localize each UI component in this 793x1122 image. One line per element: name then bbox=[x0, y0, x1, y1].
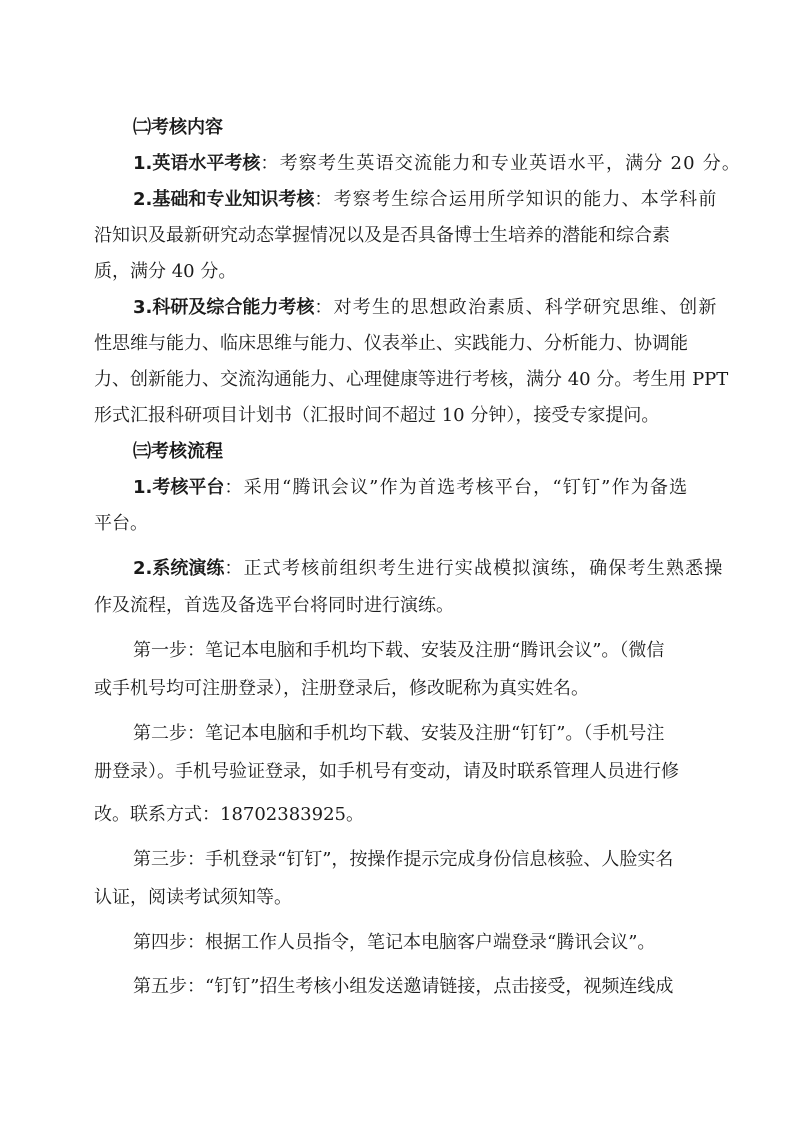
step-five: 第五步：“钉钉”招生考核小组发送邀请链接，点击接受，视频连线成 bbox=[133, 976, 674, 997]
item-title: 2.系统演练 bbox=[133, 558, 225, 579]
paragraph-research-assessment bbox=[133, 293, 718, 323]
step-four: 第四步：根据工作人员指令，笔记本电脑客户端登录“腾讯会议”。 bbox=[133, 932, 656, 953]
item-title: 2.基础和专业知识考核 bbox=[133, 189, 315, 210]
paragraph-line: 形式汇报科研项目计划书（汇报时间不超过 10 分钟），接受专家提问。 bbox=[94, 405, 660, 426]
step-one: 第一步：笔记本电脑和手机均下载、安装及注册“腾讯会议”。（微信 bbox=[133, 640, 665, 661]
paragraph-knowledge-assessment bbox=[133, 185, 718, 215]
item-title: 1.英语水平考核 bbox=[133, 153, 261, 174]
step-two: 第二步：笔记本电脑和手机均下载、安装及注册“钉钉”。（手机号注 bbox=[133, 723, 665, 744]
item-text: ：考察考生综合运用所学知识的能力、本学科前 bbox=[314, 189, 718, 210]
section-heading-assessment-process: ㈢考核流程 bbox=[133, 441, 223, 462]
paragraph-line: 力、创新能力、交流沟通能力、心理健康等进行考核，满分 40 分。考生用 PPT bbox=[94, 369, 729, 390]
paragraph-line: 平台。 bbox=[94, 513, 148, 534]
paragraph-line: 作及流程，首选及备选平台将同时进行演练。 bbox=[94, 595, 454, 616]
item-text: ：考察考生英语交流能力和专业英语水平，满分 20 分。 bbox=[260, 153, 742, 174]
item-text: ：采用“腾讯会议”作为首选考核平台，“钉钉”作为备选 bbox=[224, 477, 689, 498]
item-title: 1.考核平台 bbox=[133, 477, 225, 498]
contact-line: 改。联系方式：18702383925。 bbox=[94, 804, 364, 825]
paragraph-line: 性思维与能力、临床思维与能力、仪表举止、实践能力、分析能力、协调能 bbox=[94, 333, 688, 354]
paragraph-platform bbox=[133, 473, 688, 503]
paragraph-line: 质，满分 40 分。 bbox=[94, 261, 237, 282]
item-text: ：正式考核前组织考生进行实战模拟演练，确保考生熟悉操 bbox=[224, 558, 724, 579]
item-text: ：对考生的思想政治素质、科学研究思维、创新 bbox=[314, 297, 718, 318]
paragraph-line: 册登录）。手机号验证登录，如手机号有变动，请及时联系管理人员进行修 bbox=[94, 761, 679, 782]
paragraph-rehearsal bbox=[133, 554, 724, 584]
paragraph-line: 沿知识及最新研究动态掌握情况以及是否具备博士生培养的潜能和综合素 bbox=[94, 225, 670, 246]
section-heading-assessment-content: ㈡考核内容 bbox=[133, 117, 223, 138]
step-three: 第三步：手机登录“钉钉”，按操作提示完成身份信息核验、人脸实名 bbox=[133, 849, 674, 870]
paragraph-line: 或手机号均可注册登录），注册登录后，修改昵称为真实姓名。 bbox=[94, 678, 589, 699]
paragraph-line: 认证，阅读考试须知等。 bbox=[94, 887, 292, 908]
item-title: 3.科研及综合能力考核 bbox=[133, 297, 315, 318]
paragraph-english-assessment bbox=[133, 149, 741, 179]
